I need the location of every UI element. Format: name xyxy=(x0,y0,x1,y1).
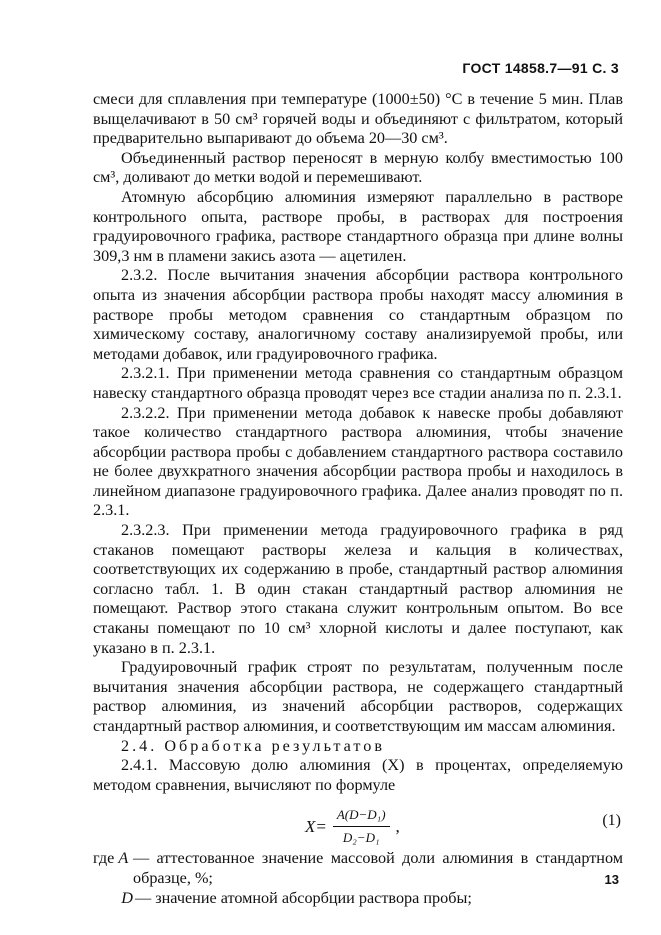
paragraph: Градуировочный график строят по результатам, полученным после вычитания значения абсорбции раствора, не содержащего стандартный раствор алюминия, из значений абсорбции растворов, содержащих стандартный раствор алюминия, и соответствующим им массам алюминия. xyxy=(93,658,623,735)
formula-block xyxy=(93,797,623,843)
definition-text: — значение атомной абсорбции раствора пробы; xyxy=(135,888,472,907)
paragraph: 2.4.1. Массовую долю алюминия (X) в процентах, определяемую методом сравнения, вычисляют по формуле xyxy=(93,756,623,794)
paragraph: Объединенный раствор переносят в мерную колбу вместимостью 100 см³, доливают до метки водой и перемешивают. xyxy=(93,148,623,187)
definition-item xyxy=(93,889,623,909)
section-title: 2.4. Обработка результатов xyxy=(121,736,385,755)
formula-fraction xyxy=(333,805,390,847)
document-body xyxy=(93,90,623,908)
paragraph: 2.3.2.3. При применении метода градуировочного графика в ряд стаканов помещают растворы железа и кальция в количествах, соответствующих их содержанию в пробе, стандартный раствор алюминия согласно табл. 1. В один стакан стандартный раствор алюминия не помещают. Раствор этого стакана служит контрольным опытом. Во все стаканы помещают по 10 см³ хлорной кислоты и далее поступают, как указано в п. 2.3.1. xyxy=(93,521,623,657)
definition-symbol: A xyxy=(118,849,129,868)
definitions-list xyxy=(93,849,623,908)
formula xyxy=(305,805,400,847)
formula-trail: , xyxy=(395,816,400,836)
formula-denominator: D₂−D₁ xyxy=(342,829,380,845)
page-header: ГОСТ 14858.7—91 С. 3 xyxy=(462,60,619,76)
paragraph: 2.3.2. После вычитания значения абсорбции раствора контрольного опыта из значения абсорбции раствора пробы находят массу алюминия в растворе пробы методом сравнения со стандартным образцом по химическому составу, аналогичному составу анализируемой пробы, или методами добавок, или градуировочного графика. xyxy=(93,266,623,363)
paragraph: смеси для сплавления при температуре (1000±50) °С в течение 5 мин. Плав выщелачивают в 50 см³ горячей воды и объединяют с фильтратом, который предварительно выпаривают до объема 20—30 см³. xyxy=(93,90,623,148)
paragraph: Атомную абсорбцию алюминия измеряют параллельно в растворе контрольного опыта, растворе пробы, в растворах для построения градуировочного графика, растворе стандартного образца при длине волны 309,3 нм в пламени закись азота — ацетилен. xyxy=(93,187,623,265)
paragraph: 2.3.2.1. При применении метода сравнения со стандартным образцом навеску стандартного образца проводят через все стадии анализа по п. 2.3.1. xyxy=(93,364,623,402)
definition-prefix: где xyxy=(93,849,115,868)
definition-item xyxy=(93,849,623,888)
formula-number: (1) xyxy=(602,812,621,830)
paragraph: 2.3.2.2. При применении метода добавок к навеске пробы добавляют такое количество стандартного раствора алюминия, чтобы значение абсорбции раствора пробы с добавлением стандартного раствора составило не более двухкратного значения абсорбции раствора пробы и находилось в линейном диапазоне градуировочного графика. Далее анализ проводят по п. 2.3.1. xyxy=(93,403,623,520)
formula-numerator: A(D−D₁) xyxy=(333,805,390,827)
definition-symbol: D xyxy=(121,888,133,907)
definition-text: — аттестованное значение массовой доли алюминия в стандартном образце, %; xyxy=(133,849,623,887)
formula-lhs: X= xyxy=(305,816,327,836)
page-number: 13 xyxy=(604,872,619,887)
